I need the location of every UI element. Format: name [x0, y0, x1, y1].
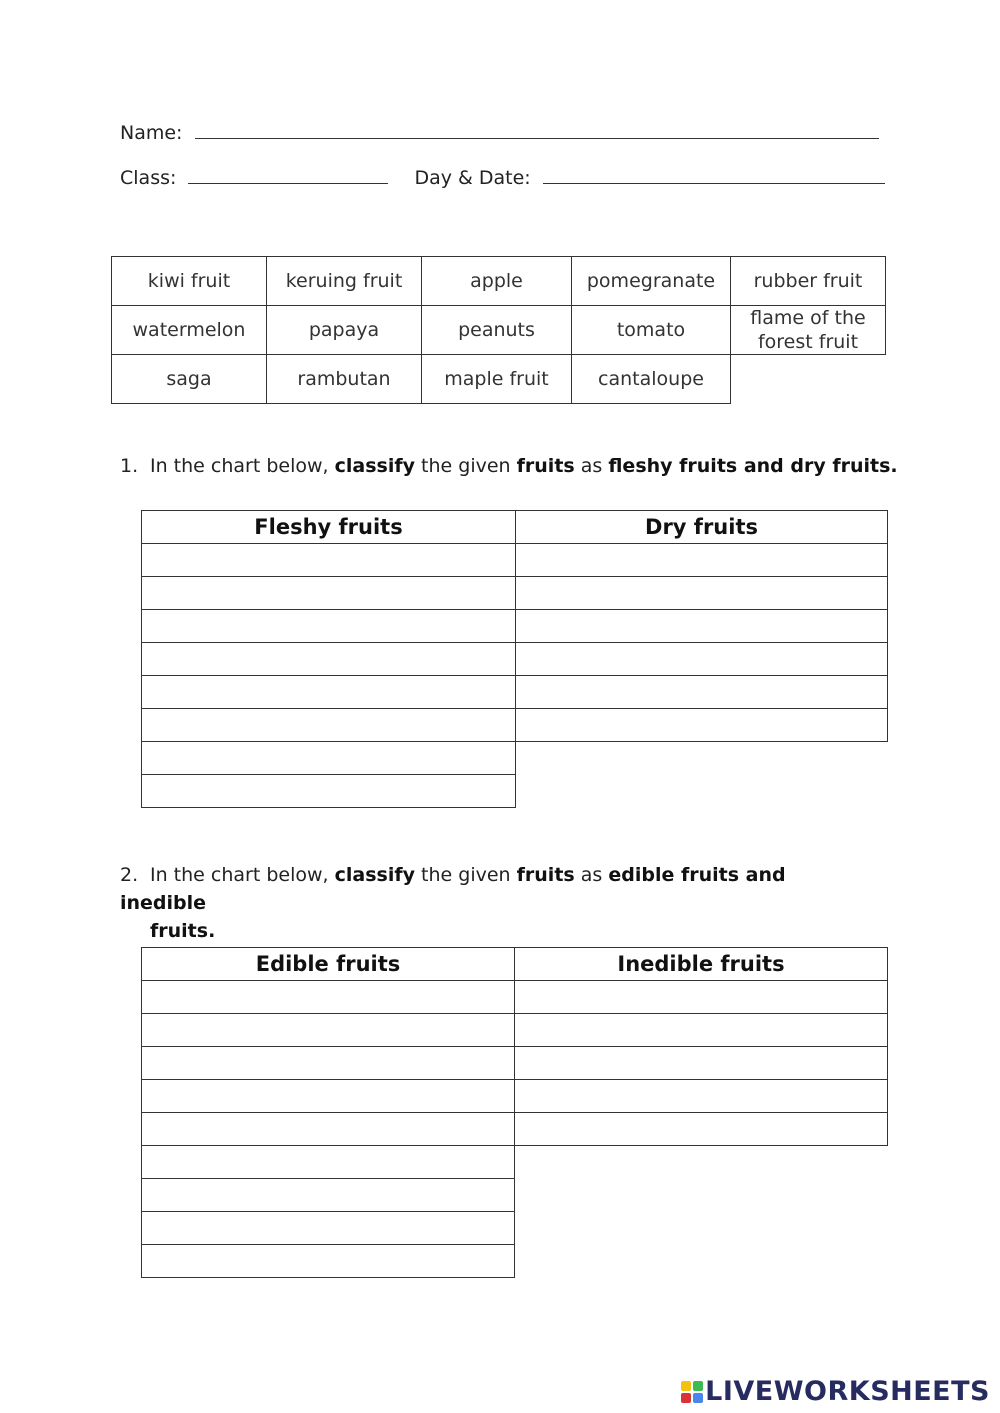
fleshy-fruits-answer-cell[interactable] [142, 742, 516, 775]
table-row [142, 742, 888, 775]
question-1 [120, 452, 898, 480]
question-text: the given [415, 864, 517, 886]
name-label: Name: [120, 122, 183, 144]
edible-fruits-answer-cell[interactable] [142, 981, 515, 1014]
inedible-fruits-answer-cell[interactable] [515, 1080, 888, 1113]
edible-fruits-header: Edible fruits [142, 948, 515, 981]
table-row [142, 643, 888, 676]
fleshy-fruits-answer-cell[interactable] [142, 544, 516, 577]
liveworksheets-logo-icon [681, 1381, 703, 1403]
blank-cell [515, 1146, 888, 1179]
word-bank-cell: papaya [267, 306, 422, 355]
fleshy-fruits-answer-cell[interactable] [142, 610, 516, 643]
table-row [142, 1212, 888, 1245]
word-bank-cell: rubber fruit [731, 257, 886, 306]
logo-square-icon [681, 1393, 691, 1403]
logo-square-icon [693, 1381, 703, 1391]
logo-square-icon [693, 1393, 703, 1403]
word-bank-cell [731, 355, 886, 404]
fleshy-fruits-answer-cell[interactable] [142, 775, 516, 808]
question-keyword: classify [334, 864, 416, 886]
word-bank-cell: peanuts [422, 306, 572, 355]
word-bank-cell: saga [112, 355, 267, 404]
question-keyword: classify [334, 455, 416, 477]
class-date-row [120, 167, 885, 189]
edible-fruits-answer-cell[interactable] [142, 1179, 515, 1212]
logo-square-icon [681, 1381, 691, 1391]
fleshy-fruits-header: Fleshy fruits [142, 511, 516, 544]
table-row [142, 1245, 888, 1278]
word-bank-row [112, 257, 886, 306]
word-bank-cell: rambutan [267, 355, 422, 404]
brand-name: LIVEWORKSHEETS [705, 1376, 990, 1407]
question-keyword: fruits [516, 455, 575, 477]
table-row [142, 1179, 888, 1212]
table-row [142, 775, 888, 808]
table-row [142, 1146, 888, 1179]
class-label: Class: [120, 167, 177, 189]
date-label: Day & Date: [414, 167, 531, 189]
edible-fruits-answer-cell[interactable] [142, 1014, 515, 1047]
table-row [142, 981, 888, 1014]
blank-cell [515, 1245, 888, 1278]
question-text: the given [415, 455, 517, 477]
fleshy-fruits-answer-cell[interactable] [142, 643, 516, 676]
word-bank-cell: maple fruit [422, 355, 572, 404]
class-input-line[interactable] [188, 182, 388, 184]
edible-fruits-answer-cell[interactable] [142, 1080, 515, 1113]
fleshy-dry-table [141, 510, 888, 808]
table-row [142, 1080, 888, 1113]
blank-cell [516, 775, 888, 808]
inedible-fruits-answer-cell[interactable] [515, 1113, 888, 1146]
dry-fruits-answer-cell[interactable] [516, 676, 888, 709]
word-bank-cell: apple [422, 257, 572, 306]
word-bank-cell: watermelon [112, 306, 267, 355]
edible-fruits-answer-cell[interactable] [142, 1245, 515, 1278]
question-text: In the chart below, [150, 864, 335, 886]
word-bank-table [111, 256, 886, 404]
question-text: as [574, 864, 609, 886]
edible-fruits-answer-cell[interactable] [142, 1146, 515, 1179]
word-bank-cell: pomegranate [572, 257, 731, 306]
inedible-fruits-answer-cell[interactable] [515, 981, 888, 1014]
question-text: as [574, 455, 609, 477]
word-bank-cell: tomato [572, 306, 731, 355]
table-row [142, 577, 888, 610]
question-keyword: fleshy fruits and dry fruits. [608, 455, 898, 477]
question-text: In the chart below, [150, 455, 335, 477]
word-bank-cell: keruing fruit [267, 257, 422, 306]
fleshy-fruits-answer-cell[interactable] [142, 709, 516, 742]
dry-fruits-answer-cell[interactable] [516, 643, 888, 676]
table-row [142, 709, 888, 742]
word-bank-cell: cantaloupe [572, 355, 731, 404]
edible-fruits-answer-cell[interactable] [142, 1113, 515, 1146]
word-bank-cell: kiwi fruit [112, 257, 267, 306]
fleshy-fruits-answer-cell[interactable] [142, 676, 516, 709]
inedible-fruits-header: Inedible fruits [515, 948, 888, 981]
dry-fruits-answer-cell[interactable] [516, 610, 888, 643]
question-2 [120, 861, 860, 945]
table-row [142, 1047, 888, 1080]
name-input-line[interactable] [195, 137, 879, 139]
table-row [142, 1014, 888, 1047]
name-field-row [120, 122, 879, 144]
dry-fruits-answer-cell[interactable] [516, 544, 888, 577]
blank-cell [516, 742, 888, 775]
date-input-line[interactable] [543, 182, 885, 184]
question-keyword: edible fruits and inedible [120, 864, 786, 914]
edible-inedible-table [141, 947, 888, 1278]
inedible-fruits-answer-cell[interactable] [515, 1047, 888, 1080]
table-row [142, 1113, 888, 1146]
word-bank-row [112, 355, 886, 404]
table-row [142, 676, 888, 709]
question-number: 2. [120, 864, 139, 886]
question-number: 1. [120, 455, 139, 477]
question-keyword: fruits. [150, 920, 216, 942]
liveworksheets-logo [681, 1376, 990, 1407]
word-bank-row [112, 306, 886, 355]
dry-fruits-header: Dry fruits [516, 511, 888, 544]
edible-fruits-answer-cell[interactable] [142, 1212, 515, 1245]
inedible-fruits-answer-cell[interactable] [515, 1014, 888, 1047]
dry-fruits-answer-cell[interactable] [516, 577, 888, 610]
table-row [142, 610, 888, 643]
blank-cell [515, 1212, 888, 1245]
dry-fruits-answer-cell[interactable] [516, 709, 888, 742]
edible-fruits-answer-cell[interactable] [142, 1047, 515, 1080]
blank-cell [515, 1179, 888, 1212]
word-bank-cell: flame of the forest fruit [731, 306, 886, 355]
fleshy-fruits-answer-cell[interactable] [142, 577, 516, 610]
table-row [142, 544, 888, 577]
question-keyword: fruits [516, 864, 575, 886]
